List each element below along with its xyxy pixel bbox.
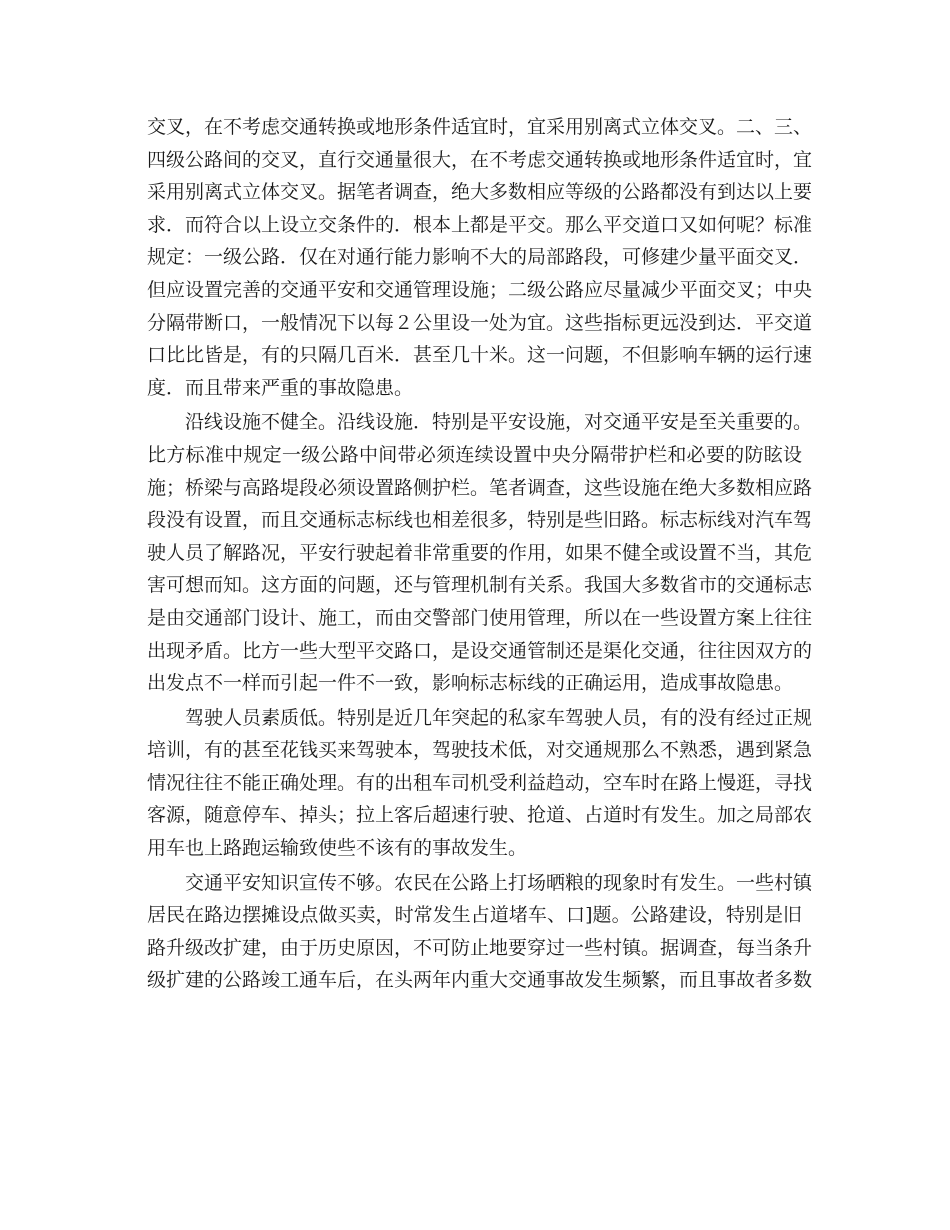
- text-line: 四级公路间的交叉，直行交通量很大，在不考虑交通转换或地形条件适宜时，宜: [147, 148, 813, 171]
- text-line: 居民在路边摆摊设点做买卖，时常发生占道堵车、口]题。公路建设，特别是旧: [147, 904, 802, 927]
- text-line: 用车也上路跑运输致使些不该有的事故发生。: [147, 837, 528, 860]
- text-line: 情况往往不能正确处理。有的出租车司机受利益趋动，空车时在路上慢逛，寻找: [147, 771, 813, 794]
- text-line: 培训，有的甚至花钱买来驾驶本，驾驶技术低，对交通规那么不熟悉，遇到紧急: [147, 739, 813, 762]
- text-line: 规定：一级公路．仅在对通行能力影响不大的局部路段，可修建少量平面交叉．: [147, 246, 813, 269]
- text-line: 级扩建的公路竣工通车后，在头两年内重大交通事故发生频繁，而且事故者多数: [147, 969, 813, 992]
- text-line: 害可想而知。这方面的问题，还与管理机制有关系。我国大多数省市的交通标志: [147, 574, 813, 597]
- text-line: 出发点不一样而引起一件不一致，影响标志标线的正确运用，造成事故隐患。: [147, 672, 794, 695]
- text-line: 驶人员了解路况，平安行驶起着非常重要的作用，如果不健全或设置不当，其危: [147, 541, 813, 564]
- text-line: 出现矛盾。比方一些大型平交路口，是设交通管制还是渠化交通，往往因双方的: [147, 639, 813, 662]
- text-line: 沿线设施不健全。沿线设施．特别是平安设施，对交通平安是至关重要的。: [185, 411, 813, 434]
- text-line: 交叉，在不考虑交通转换或地形条件适宜时，宜采用别离式立体交叉。二、三、: [147, 116, 813, 138]
- text-line: 客源，随意停车、掉头；拉上客后超速行驶、抢道、占道时有发生。加之局部农: [147, 804, 813, 827]
- text-line: 分隔带断口，一般情况下以每２公里设一处为宜。这些指标更远没到达．平交道: [147, 311, 813, 334]
- text-line: 度．而且带来严重的事故隐患。: [147, 376, 414, 399]
- paragraph-1: [147, 111, 813, 404]
- text-line: 比方标准中规定一级公路中间带必须连续设置中央分隔带护栏和必要的防眩设: [147, 443, 802, 466]
- text-line: 交通平安知识宣传不够。农民在公路上打场晒粮的现象时有发生。一些村镇: [185, 871, 813, 894]
- text-line: 口比比皆是，有的只隔几百米．甚至几十米。这一问题，不但影响车辆的运行速: [147, 344, 813, 367]
- text-line: 求．而符合以上设立交条件的．根本上都是平交。那么平交道口又如何呢？标准: [147, 213, 813, 236]
- text-line: 路升级改扩建，由于历史原因，不可防止地要穿过一些村镇。据调查，每当条升: [147, 936, 813, 959]
- text-line: 施；桥梁与高路堤段必须设置路侧护栏。笔者调查，这些设施在绝大多数相应路: [147, 476, 813, 499]
- text-line: 段没有设置，而且交通标志标线也相差很多，特别是些旧路。标志标线对汽车驾: [147, 509, 813, 532]
- paragraph-2: [147, 406, 813, 699]
- paragraph-3: [147, 702, 813, 865]
- text-line: 是由交通部门设计、施工，而由交警部门使用管理，所以在一些设置方案上往往: [147, 606, 813, 629]
- paragraph-4: [147, 867, 813, 997]
- text-line: 但应设置完善的交通平安和交通管理设施；二级公路应尽量减少平面交叉；中央: [147, 278, 813, 301]
- text-line: 采用别离式立体交叉。据笔者调查，绝大多数相应等级的公路都没有到达以上要: [147, 181, 813, 204]
- text-line: 驾驶人员素质低。特别是近几年突起的私家车驾驶人员，有的没有经过正规: [185, 706, 813, 729]
- body-text: [147, 111, 813, 999]
